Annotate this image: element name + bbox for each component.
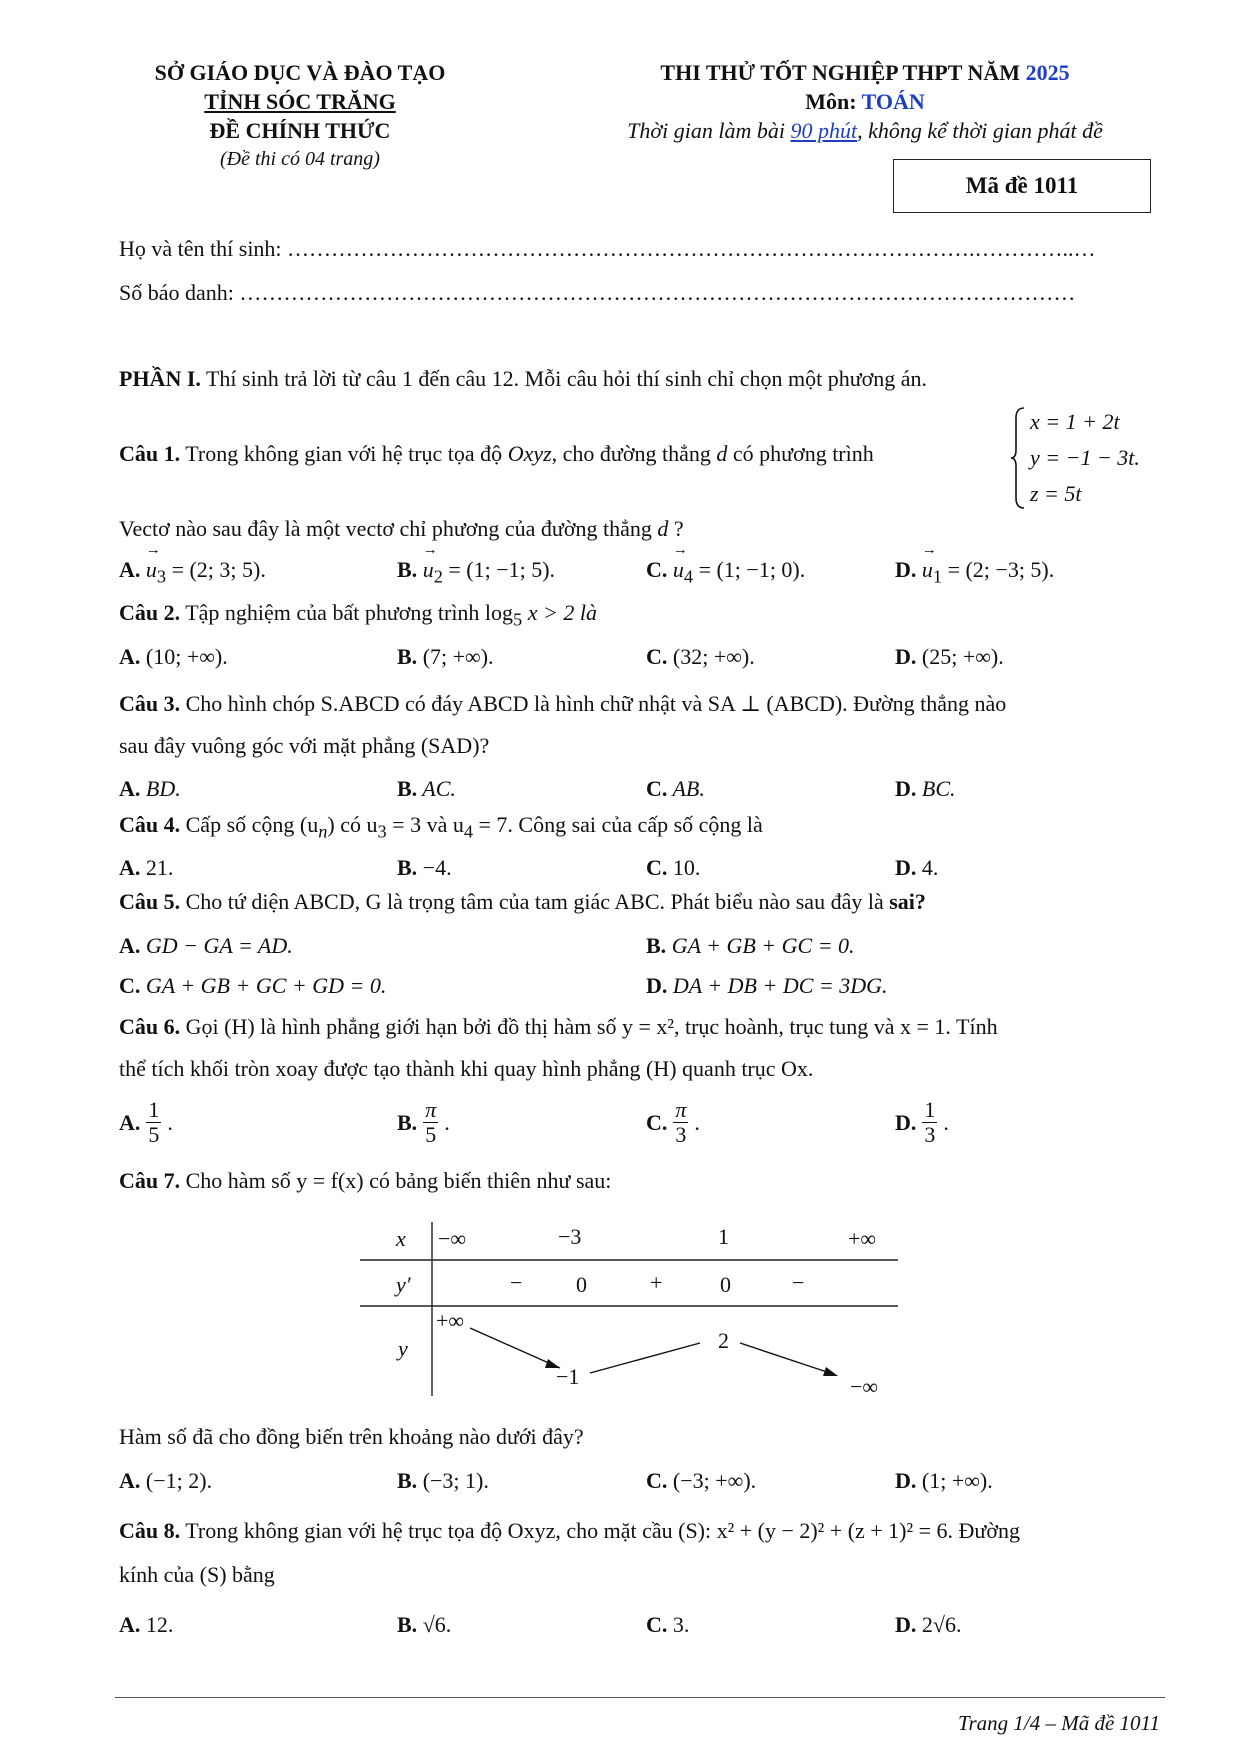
q3-option-b[interactable]: B. AC. xyxy=(397,776,456,801)
header-left xyxy=(100,58,500,174)
vt-yprime-label: y′ xyxy=(396,1272,411,1297)
question-2-options xyxy=(119,644,1164,674)
q2-option-a[interactable]: A. (10; +∞). xyxy=(119,644,228,669)
footer-divider xyxy=(115,1697,1165,1698)
question-4: Câu 4. Cấp số cộng $(u_n)$ có $u_3 = 3$ và $u_4 = 7$. Công sai của cấp số cộng là xyxy=(119,812,763,842)
question-5-options-row2 xyxy=(119,973,1164,1003)
brace-icon xyxy=(1010,406,1026,510)
official-label: ĐỀ CHÍNH THỨC xyxy=(209,118,391,143)
vt-y1: +∞ xyxy=(436,1308,465,1333)
q8-option-c[interactable]: C. 3. xyxy=(646,1612,690,1637)
q6-option-c[interactable]: C. $\frac{\pi}{3}$ . xyxy=(646,1097,700,1147)
q1-option-a[interactable]: A. → $u_3 = (2$; 3; 5). xyxy=(119,557,266,587)
vt-sign2: + xyxy=(650,1270,663,1295)
q7-option-c[interactable]: C. (−3; +∞). xyxy=(646,1468,757,1493)
question-1-options xyxy=(119,557,1164,587)
part1-instructions: PHẦN I. Thí sinh trả lời từ câu 1 đến câu 12. Mỗi câu hỏi thí sinh chỉ chọn một phương án. xyxy=(119,366,928,391)
q4-option-c[interactable]: C. 10. xyxy=(646,855,701,880)
question-8-line2: kính của (S) bằng xyxy=(119,1562,275,1587)
candidate-name-field: Họ và tên thí sinh: ………………………………………………………………………………….…………..… xyxy=(119,236,1096,261)
q6-option-a[interactable]: A. $\frac{1}{5}$ . xyxy=(119,1097,173,1147)
exam-code-box: Mã đề 1011 xyxy=(893,159,1151,213)
vt-y-label: y xyxy=(398,1336,408,1361)
question-4-options xyxy=(119,855,1164,885)
vt-sign1: − xyxy=(510,1270,523,1295)
question-3: Câu 3. Cho hình chóp S.ABCD có đáy ABCD là hình chữ nhật và SA ⊥ (ABCD). Đường thẳng nào xyxy=(119,691,1007,716)
question-5: Câu 5. Cho tứ diện ABCD, G là trọng tâm của tam giác ABC. Phát biểu nào sau đây là sai? xyxy=(119,889,926,914)
vt-zero1: 0 xyxy=(576,1272,587,1297)
vt-sign3: − xyxy=(792,1270,805,1295)
eq-y: y = −1 − 3t. xyxy=(1030,445,1140,470)
time-limit: Thời gian làm bài 90 phút, không kể thời gian phát đề xyxy=(627,118,1103,143)
q7-option-b[interactable]: B. (−3; 1). xyxy=(397,1468,489,1493)
department: SỞ GIÁO DỤC VÀ ĐÀO TẠO xyxy=(154,60,446,85)
vt-y2: −1 xyxy=(556,1364,580,1389)
q2-option-d[interactable]: D. (25; +∞). xyxy=(895,644,1004,669)
q5-option-d[interactable]: D. DA + DB + DC = 3DG. xyxy=(646,973,888,998)
q6-option-d[interactable]: D. $\frac{1}{3}$ . xyxy=(895,1097,949,1147)
vt-y4: −∞ xyxy=(850,1374,879,1399)
question-1-line2: Vectơ nào sau đây là một vectơ chỉ phương của đường thẳng d ? xyxy=(119,516,684,541)
q5-option-c[interactable]: C. GA + GB + GC + GD = 0. xyxy=(119,973,387,998)
eq-x: x = 1 + 2t xyxy=(1030,409,1120,434)
question-3-options xyxy=(119,776,1164,806)
subject: Môn: TOÁN xyxy=(805,89,925,114)
q3-option-d[interactable]: D. BC. xyxy=(895,776,956,801)
q4-option-a[interactable]: A. 21. xyxy=(119,855,174,880)
eq-z: z = 5t xyxy=(1030,481,1082,506)
q5-option-b[interactable]: B. GA + GB + GC = 0. xyxy=(646,933,855,958)
question-7-line2: Hàm số đã cho đồng biến trên khoảng nào dưới đây? xyxy=(119,1424,584,1449)
candidate-id-field: Số báo danh: …………………………………………………………………………………………………… xyxy=(119,280,1076,305)
q1-option-d[interactable]: D. → $u_1 = (2$; −3; 5). xyxy=(895,557,1054,587)
province: TỈNH SÓC TRĂNG xyxy=(204,89,396,114)
page-footer: Trang 1/4 – Mã đề 1011 xyxy=(957,1711,1160,1735)
q3-option-a[interactable]: A. BD. xyxy=(119,776,181,801)
question-8-options xyxy=(119,1612,1164,1642)
q8-option-d[interactable]: D. 2√6. xyxy=(895,1612,962,1637)
question-6: Câu 6. Gọi (H) là hình phẳng giới hạn bởi đồ thị hàm số y = x², trục hoành, trục tung và x = 1. Tính xyxy=(119,1014,998,1039)
q1-option-c[interactable]: C. → $u_4 = (1$; −1; 0). xyxy=(646,557,805,587)
question-7-options xyxy=(119,1468,1164,1498)
q7-option-a[interactable]: A. (−1; 2). xyxy=(119,1468,213,1493)
q4-option-d[interactable]: D. 4. xyxy=(895,855,939,880)
header-right xyxy=(560,58,1170,145)
vt-x1: −∞ xyxy=(438,1226,467,1251)
exam-title: THI THỬ TỐT NGHIỆP THPT NĂM 2025 xyxy=(660,60,1070,85)
q8-option-a[interactable]: A. 12. xyxy=(119,1612,174,1637)
q2-option-c[interactable]: C. (32; +∞). xyxy=(646,644,755,669)
q3-option-c[interactable]: C. AB. xyxy=(646,776,705,801)
question-5-options-row1 xyxy=(119,933,1164,963)
variation-table xyxy=(360,1218,900,1398)
vt-x-label: x xyxy=(396,1226,406,1251)
q8-option-b[interactable]: B. √6. xyxy=(397,1612,452,1637)
q4-option-b[interactable]: B. −4. xyxy=(397,855,452,880)
question-2: Câu 2. Tập nghiệm của bất phương trình $\log_5 x > 2$ là xyxy=(119,600,597,630)
q5-option-a[interactable]: A. GD − GA = AD. xyxy=(119,933,293,958)
q7-option-d[interactable]: D. (1; +∞). xyxy=(895,1468,993,1493)
page-count-note: (Đề thi có 04 trang) xyxy=(220,148,380,170)
question-6-line2: thể tích khối tròn xoay được tạo thành khi quay hình phẳng (H) quanh trục Ox. xyxy=(119,1056,814,1081)
q6-option-b[interactable]: B. $\frac{\pi}{5}$ . xyxy=(397,1097,450,1147)
question-8: Câu 8. Trong không gian với hệ trục tọa độ Oxyz, cho mặt cầu (S): x² + (y − 2)² + (z + 1)² = 6. Đường xyxy=(119,1518,1020,1543)
vt-x2: −3 xyxy=(558,1224,582,1249)
vt-y3: 2 xyxy=(718,1328,729,1353)
question-6-options xyxy=(119,1098,1164,1154)
q2-option-b[interactable]: B. (7; +∞). xyxy=(397,644,494,669)
q1-option-b[interactable]: B. → $u_2 = (1$; −1; 5). xyxy=(397,557,555,587)
vt-x4: +∞ xyxy=(848,1226,877,1251)
question-3-line2: sau đây vuông góc với mặt phẳng (SAD)? xyxy=(119,733,490,758)
vt-x3: 1 xyxy=(718,1224,729,1249)
vt-zero2: 0 xyxy=(720,1272,731,1297)
question-1: Câu 1. Trong không gian với hệ trục tọa độ Oxyz, cho đường thẳng d có phương trình xyxy=(119,441,874,466)
question-7: Câu 7. Cho hàm số y = f(x) có bảng biến thiên như sau: xyxy=(119,1168,612,1193)
